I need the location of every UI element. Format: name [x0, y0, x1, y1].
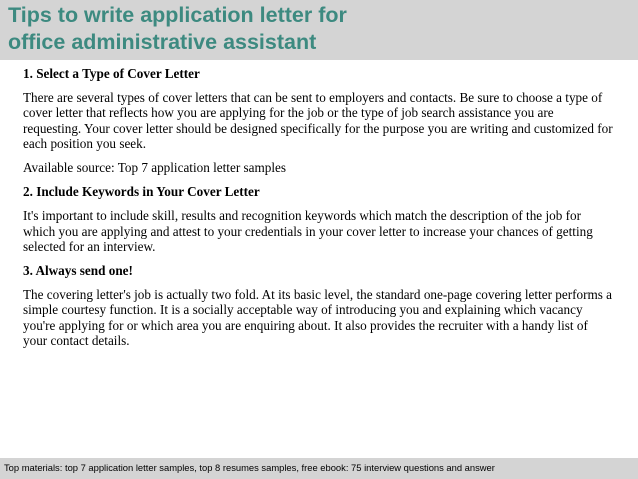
footer-bar: [0, 458, 638, 479]
section-1-paragraph-1: There are several types of cover letters that can be sent to employers and contacts. Be sure to choose a type of cover letter that reflects how you are applying for the job or the type of job search assistance you are requesting. Your cover letter should be designed specifically for the purpose you are writing and customized for each position you seek.: [23, 90, 613, 151]
section-2-heading: 2. Include Keywords in Your Cover Letter: [23, 184, 260, 200]
title-bar: [0, 0, 638, 60]
slide-body: [23, 66, 613, 357]
section-1-source-note: Available source: Top 7 application letter samples: [23, 160, 286, 176]
slide-title-line-1: Tips to write application letter for: [8, 3, 347, 27]
slide-title: [8, 2, 347, 56]
section-2-paragraph-1: It's important to include skill, results and recognition keywords which match the description of the job for which you are applying and attest to your credentials in your cover letter to increase your chances of getting selected for an interview.: [23, 208, 593, 254]
section-3-paragraph-1: The covering letter's job is actually two fold. At its basic level, the standard one-page covering letter performs a simple courtesy function. It is a socially acceptable way of introducing you and explaining which vacancy you're applying for or which area you are enquiring about. It also provides the recruiter with a handy list of your contact details.: [23, 287, 613, 348]
section-1-heading: 1. Select a Type of Cover Letter: [23, 66, 200, 81]
slide-title-line-2: office administrative assistant: [8, 30, 317, 54]
footer-text: Top materials: top 7 application letter samples, top 8 resumes samples, free ebook: 75 interview questions and answer: [4, 462, 495, 473]
section-3-heading: 3. Always send one!: [23, 263, 133, 279]
